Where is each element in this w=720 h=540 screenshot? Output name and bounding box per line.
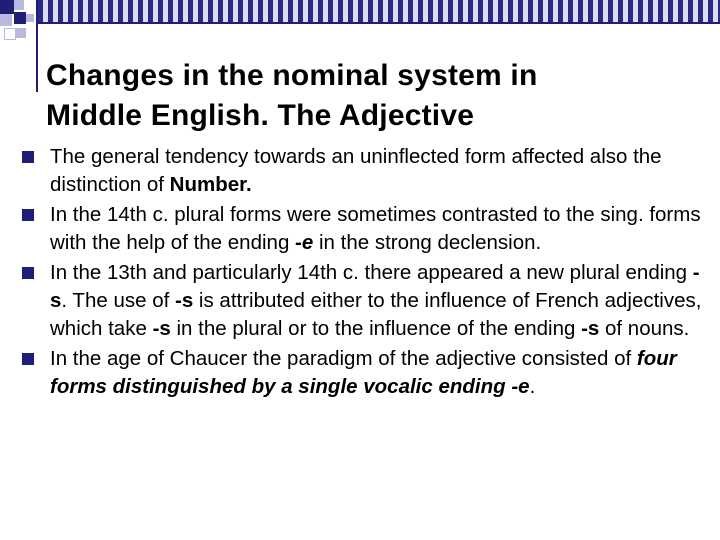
bullet-emphasis: -s <box>50 261 700 312</box>
bullet-text: is attributed either to the influence of French adjectives, which take <box>50 289 702 340</box>
bullet-emphasis: Number. <box>169 173 252 196</box>
bullet-emphasis: -s <box>152 317 171 340</box>
slide-title-line-2: Middle English. The Adjective <box>46 99 475 132</box>
square-bullet-icon <box>22 353 34 365</box>
bullet-text: In the 13th and particularly 14th c. there appeared a new plural ending <box>50 261 693 284</box>
header-stripe-band <box>38 0 720 22</box>
header-underline <box>38 22 720 24</box>
bullet-text: in the strong declension. <box>313 231 542 254</box>
bullet-item <box>0 201 720 257</box>
left-vertical-rule <box>36 0 38 92</box>
corner-square <box>4 28 16 40</box>
bullet-list <box>0 143 720 403</box>
corner-square <box>0 14 12 26</box>
bullet-text: The general tendency towards an uninflected form affected also the distinction of <box>50 145 662 196</box>
bullet-emphasis: -e <box>295 231 314 254</box>
bullet-emphasis: -s <box>175 289 194 312</box>
bullet-text: . The use of <box>61 289 175 312</box>
corner-square <box>14 0 24 10</box>
corner-square <box>0 0 14 14</box>
bullet-item <box>0 259 720 343</box>
corner-square <box>14 12 26 24</box>
slide-title-line-1: Changes in the nominal system in <box>46 59 538 92</box>
square-bullet-icon <box>22 267 34 279</box>
corner-square <box>16 28 26 38</box>
corner-square <box>26 14 34 22</box>
square-bullet-icon <box>22 209 34 221</box>
bullet-emphasis: four forms distinguished by a single vocalic ending -e <box>50 347 677 398</box>
bullet-text: . <box>529 375 536 398</box>
corner-square <box>24 2 34 12</box>
bullet-text: In the age of Chaucer the paradigm of the adjective consisted of <box>50 347 637 370</box>
bullet-text: of nouns. <box>599 317 690 340</box>
slide-title <box>46 56 686 136</box>
square-bullet-icon <box>22 151 34 163</box>
bullet-text: in the plural or to the influence of the ending <box>170 317 582 340</box>
bullet-item <box>0 345 720 401</box>
bullet-text: In the 14th c. plural forms were sometimes contrasted to the sing. forms with the help of the ending <box>50 203 701 254</box>
bullet-emphasis: -s <box>581 317 600 340</box>
bullet-item <box>0 143 720 199</box>
